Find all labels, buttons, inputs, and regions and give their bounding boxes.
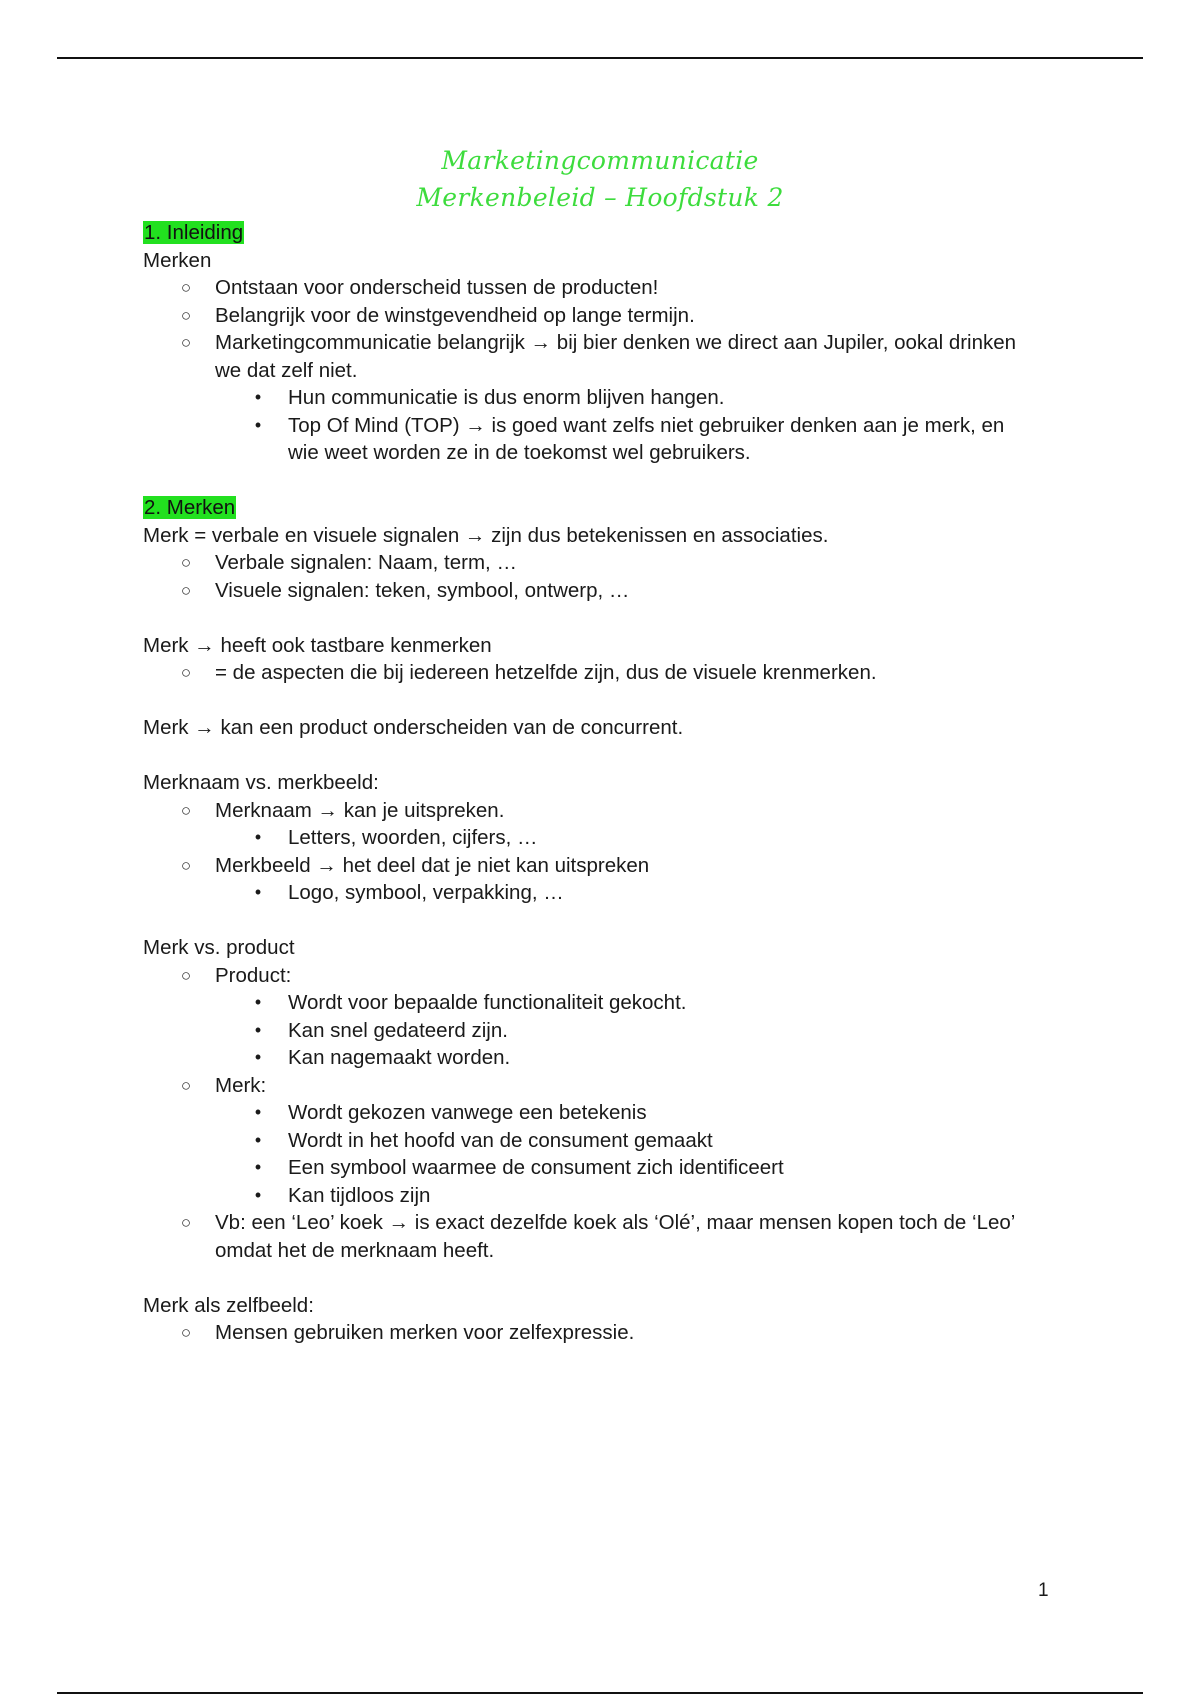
- sub-list-item: [143, 1127, 1063, 1155]
- dot-bullet-icon: •: [254, 827, 262, 847]
- circle-bullet-icon: ○: [180, 1075, 192, 1095]
- sub-list-item-text: Wordt in het hoofd van de consument gemaakt: [288, 1128, 713, 1152]
- list-item-text: Visuele signalen: teken, symbool, ontwerp, …: [215, 578, 630, 602]
- dot-bullet-icon: •: [254, 882, 262, 902]
- list-item: [143, 659, 1063, 687]
- list-item: [143, 329, 1035, 384]
- circle-bullet-icon: ○: [180, 855, 192, 875]
- sub-list-item-text: Kan tijdloos zijn: [288, 1183, 431, 1207]
- dot-bullet-icon: •: [254, 387, 262, 407]
- dot-bullet-icon: •: [254, 1019, 262, 1040]
- sub-list-item: [143, 412, 1036, 467]
- sub-list-item: [143, 1044, 1063, 1072]
- circle-bullet-icon: ○: [180, 278, 192, 297]
- footer-rule: [57, 1692, 1143, 1694]
- circle-bullet-icon: ○: [180, 553, 192, 572]
- list-item-text: Merkbeeld → het deel dat je niet kan uitspreken: [215, 853, 650, 877]
- dot-bullet-icon: •: [254, 1047, 262, 1067]
- list-item-text: Product:: [215, 963, 292, 987]
- circle-bullet-icon: ○: [180, 663, 192, 682]
- sub-list-item: [143, 989, 1063, 1017]
- dot-bullet-icon: •: [254, 1157, 262, 1177]
- sub-list-item-text: Top Of Mind (TOP) → is goed want zelfs niet gebruiker denken aan je merk, en wie weet worden ze in de toekomst wel gebruikers.: [288, 413, 1005, 464]
- section-heading-text: 2. Merken: [144, 496, 236, 519]
- document-title: [0, 142, 1200, 216]
- list-item: [143, 797, 1063, 825]
- list-item-text: Merknaam → kan je uitspreken.: [215, 798, 505, 822]
- merk-vs-product-heading: Merk vs. product: [143, 936, 295, 959]
- header-rule: [57, 57, 1143, 59]
- list-item: [143, 549, 1063, 577]
- circle-bullet-icon: ○: [180, 800, 192, 820]
- sub-list-item: [143, 384, 1063, 412]
- list-item: [143, 577, 1063, 605]
- sub-list-item-text: Hun communicatie is dus enorm blijven hangen.: [288, 386, 725, 409]
- list-item: [143, 274, 1063, 302]
- dot-bullet-icon: •: [254, 1129, 262, 1150]
- sub-list-item-text: Kan nagemaakt worden.: [288, 1046, 511, 1069]
- section-heading-inleiding: [143, 219, 1063, 247]
- dot-bullet-icon: •: [254, 1102, 262, 1122]
- list-item-text: Ontstaan voor onderscheid tussen de producten!: [215, 276, 659, 299]
- list-item: [143, 1319, 1063, 1347]
- tangible-heading: Merk → heeft ook tastbare kenmerken: [143, 633, 492, 657]
- list-item-text: Merk:: [215, 1073, 267, 1097]
- distinguish-line: Merk → kan een product onderscheiden van de concurrent.: [143, 716, 684, 739]
- circle-bullet-icon: ○: [180, 1213, 192, 1232]
- dot-bullet-icon: •: [254, 992, 262, 1012]
- list-item-text: Mensen gebruiken merken voor zelfexpressie.: [215, 1321, 635, 1344]
- self-image-heading: Merk als zelfbeeld:: [143, 1293, 314, 1317]
- subheading-merken: Merken: [143, 248, 212, 272]
- sub-list-item-text: Logo, symbool, verpakking, …: [288, 881, 564, 904]
- sub-list-item-text: Kan snel gedateerd zijn.: [288, 1018, 508, 1042]
- circle-bullet-icon: ○: [180, 965, 192, 985]
- dot-bullet-icon: •: [254, 1184, 262, 1205]
- sub-list-item-text: Letters, woorden, cijfers, …: [288, 826, 538, 849]
- sub-list-item: [143, 1099, 1063, 1127]
- list-item: [143, 1209, 1035, 1264]
- list-item: [143, 302, 1063, 330]
- sub-list-item-text: Een symbool waarmee de consument zich identificeert: [288, 1156, 784, 1179]
- list-item-text: Verbale signalen: Naam, term, …: [215, 551, 517, 574]
- list-item-text: Belangrijk voor de winstgevendheid op lange termijn.: [215, 303, 695, 327]
- circle-bullet-icon: ○: [180, 1323, 192, 1342]
- sub-list-item: [143, 1182, 1063, 1210]
- circle-bullet-icon: ○: [180, 305, 192, 325]
- sub-list-item-text: Wordt voor bepaalde functionaliteit gekocht.: [288, 991, 687, 1014]
- dot-bullet-icon: •: [254, 414, 262, 435]
- list-item-text: = de aspecten die bij iedereen hetzelfde zijn, dus de visuele krenmerken.: [215, 661, 877, 684]
- sub-list-item-text: Wordt gekozen vanwege een betekenis: [288, 1101, 647, 1124]
- list-item: [143, 852, 1063, 880]
- sub-list-item: [143, 879, 1063, 907]
- document-body: [143, 219, 1063, 1347]
- title-line-2: Merkenbeleid – Hoofdstuk 2: [416, 183, 784, 212]
- sub-list-item: [143, 1017, 1063, 1045]
- list-item-text: Vb: een ‘Leo’ koek → is exact dezelfde koek als ‘Olé’, maar mensen kopen toch de ‘Leo’ omdat het de merknaam heeft.: [215, 1211, 1015, 1262]
- section-heading-text: 1. Inleiding: [144, 221, 244, 244]
- list-item-text: Marketingcommunicatie belangrijk → bij bier denken we direct aan Jupiler, ookal drinken we dat zelf niet.: [215, 331, 1017, 382]
- sub-list-item: [143, 1154, 1063, 1182]
- sub-list-item: [143, 824, 1063, 852]
- circle-bullet-icon: ○: [180, 580, 192, 600]
- title-line-1: Marketingcommunicatie: [441, 146, 759, 175]
- list-item: [143, 1072, 1063, 1100]
- name-vs-image-heading: Merknaam vs. merkbeeld:: [143, 771, 379, 794]
- section-heading-merken: [143, 494, 1063, 522]
- circle-bullet-icon: ○: [180, 333, 192, 352]
- list-item: [143, 962, 1063, 990]
- merk-definition: Merk = verbale en visuele signalen → zijn dus betekenissen en associaties.: [143, 523, 829, 547]
- page-number: 1: [1038, 1580, 1049, 1601]
